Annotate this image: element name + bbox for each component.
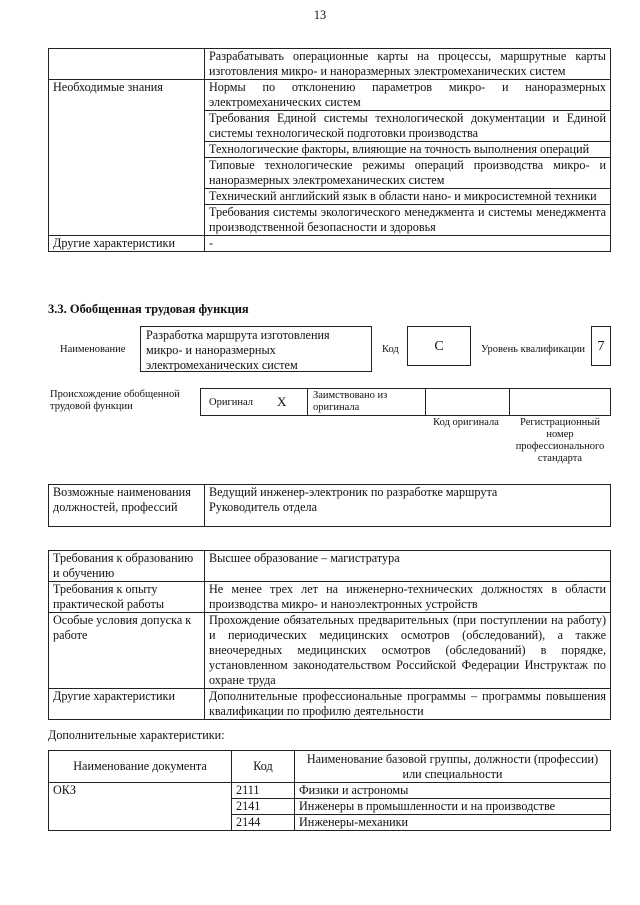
row-label: Необходимые знания xyxy=(49,80,205,236)
row-item: - xyxy=(205,236,611,252)
positions-label: Возможные наименования должностей, профессий xyxy=(49,485,205,527)
row-item: Типовые технологические режимы операций производства микро- и наноразмерных электромеханических систем xyxy=(205,158,611,189)
row-item: Технический английский язык в области нано- и микросистемной техники xyxy=(205,189,611,205)
table-row xyxy=(49,689,611,720)
row-label xyxy=(49,49,205,80)
row-label: Другие характеристики xyxy=(49,236,205,252)
table-row xyxy=(49,613,611,689)
row-item: Технологические факторы, влияющие на точность выполнения операций xyxy=(205,142,611,158)
section-title: 3.3. Обобщенная трудовая функция xyxy=(48,302,249,316)
function-name-box xyxy=(140,326,372,372)
name-label: Наименование xyxy=(60,344,126,355)
requirement-label: Требования к опыту практической работы xyxy=(49,582,205,613)
origin-divider-1 xyxy=(307,389,308,415)
requirement-value: Дополнительные профессиональные программы – программы повышения квалификации по профилю деятельности xyxy=(205,689,611,720)
level-label: Уровень квалификации xyxy=(481,344,586,355)
requirement-label: Требования к образованию и обучению xyxy=(49,551,205,582)
okz-name: Инженеры в промышленности и на производстве xyxy=(295,799,611,815)
okz-code: 2144 xyxy=(232,815,295,831)
reg-number-caption: Регистрационный номер профессионального стандарта xyxy=(515,417,605,464)
table-row xyxy=(49,582,611,613)
requirement-value: Прохождение обязательных предварительных (при поступлении на работу) и периодических медицинских осмотров (обследований), а также внеочередных медицинских осмотров (обследований) в порядке, установленном законодательством Российской Федерации Инструктаж по охране труда xyxy=(205,613,611,689)
okz-code: 2111 xyxy=(232,783,295,799)
borrowed-label: Заимствовано из оригинала xyxy=(313,390,388,413)
code-box xyxy=(407,326,471,366)
original-label: Оригинал xyxy=(209,397,253,408)
table-row xyxy=(49,485,611,527)
code-label: Код xyxy=(382,344,399,355)
positions-table xyxy=(48,484,611,527)
requirement-label: Другие характеристики xyxy=(49,689,205,720)
table-row xyxy=(49,551,611,582)
requirement-value: Не менее трех лет на инженерно-технических должностях в области производства микро- и наноэлектронных устройств xyxy=(205,582,611,613)
position-item: Руководитель отдела xyxy=(209,500,318,514)
original-mark: X xyxy=(277,394,287,409)
header-group-name: Наименование базовой группы, должности (профессии) или специальности xyxy=(295,751,611,783)
page-number: 13 xyxy=(313,8,327,22)
origin-box xyxy=(200,388,611,416)
table-row xyxy=(49,236,611,252)
level-box xyxy=(591,326,611,366)
code-value: С xyxy=(434,339,444,354)
table-row xyxy=(49,49,611,80)
row-item: Нормы по отклонению параметров микро- и наноразмерных электромеханических систем xyxy=(205,80,611,111)
row-item: Требования Единой системы технологической документации и Единой системы технологической подготовки производства xyxy=(205,111,611,142)
okz-code: 2141 xyxy=(232,799,295,815)
origin-divider-3 xyxy=(509,389,510,415)
code-original-caption: Код оригинала xyxy=(433,417,499,428)
table-row xyxy=(49,783,611,799)
level-value: 7 xyxy=(597,339,605,354)
okz-name: Инженеры-механики xyxy=(295,815,611,831)
additional-table xyxy=(48,750,611,831)
okz-name: Физики и астрономы xyxy=(295,783,611,799)
doc-name: ОКЗ xyxy=(49,783,232,831)
header-code: Код xyxy=(232,751,295,783)
table-row xyxy=(49,80,611,111)
header-doc-name: Наименование документа xyxy=(49,751,232,783)
function-name: Разработка маршрута изготовления микро- и наноразмерных электромеханических систем xyxy=(146,328,330,372)
additional-title: Дополнительные характеристики: xyxy=(48,728,225,742)
position-item: Ведущий инженер-электроник по разработке маршрута xyxy=(209,485,498,499)
skills-table xyxy=(48,48,611,252)
row-item: Разрабатывать операционные карты на процессы, маршрутные карты изготовления микро- и наноразмерных электромеханических систем xyxy=(205,49,611,80)
origin-label: Происхождение обобщенной трудовой функции xyxy=(50,389,180,412)
requirement-label: Особые условия допуска к работе xyxy=(49,613,205,689)
row-item: Требования системы экологического менеджмента и системы менеджмента производственной безопасности и здоровья xyxy=(205,205,611,236)
requirement-value: Высшее образование – магистратура xyxy=(205,551,611,582)
table-header-row xyxy=(49,751,611,783)
requirements-table xyxy=(48,550,611,720)
positions-values xyxy=(205,485,611,527)
origin-divider-2 xyxy=(425,389,426,415)
